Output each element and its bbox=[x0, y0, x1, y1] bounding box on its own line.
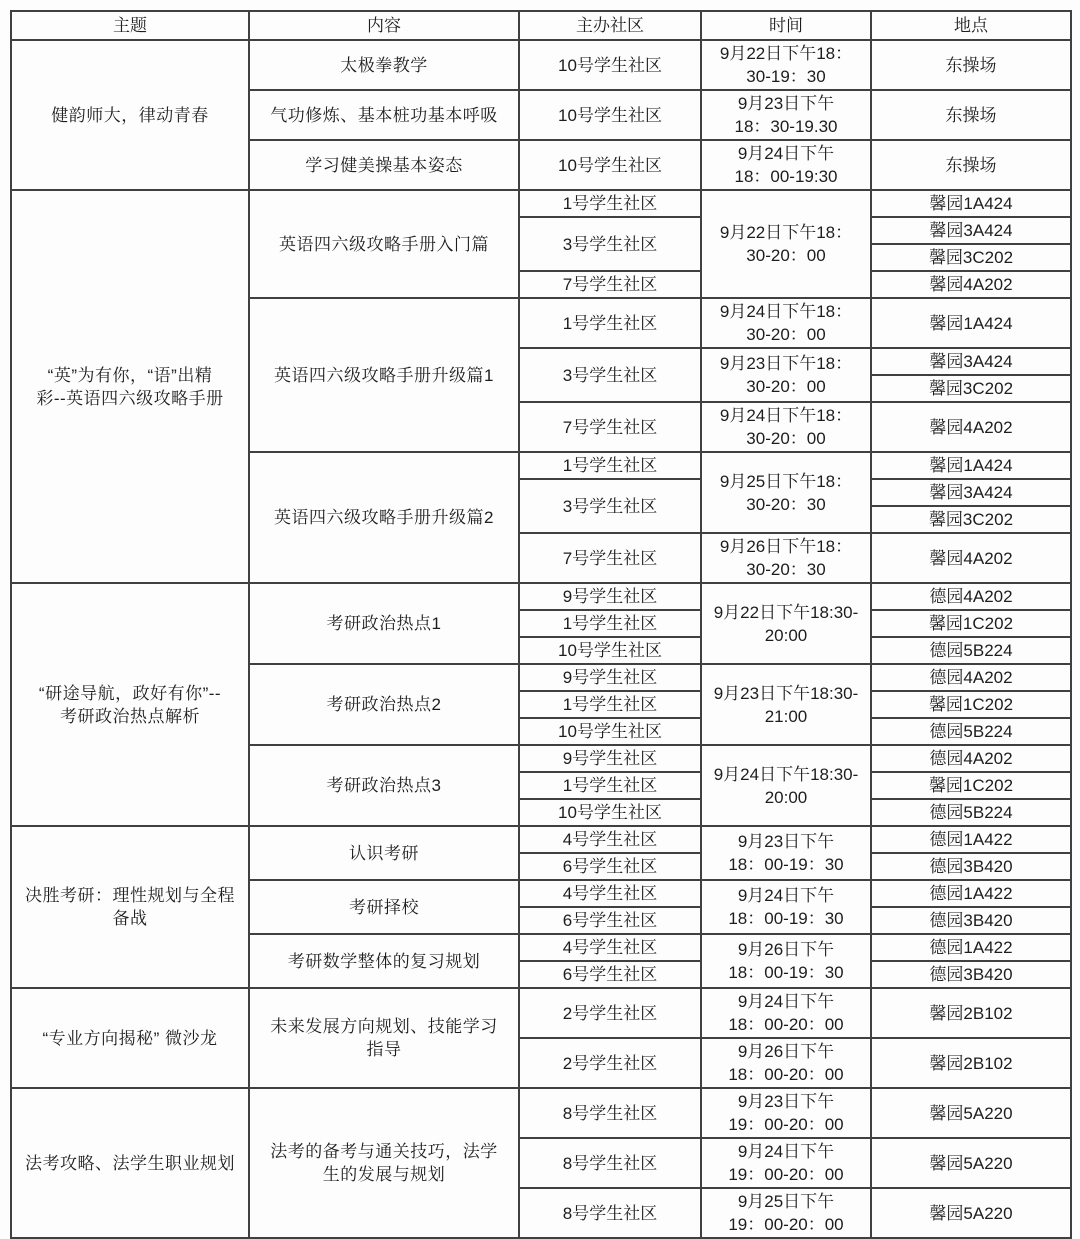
cell-community: 1号学生社区 bbox=[519, 298, 701, 348]
cell-location: 德园1A422 bbox=[871, 934, 1071, 961]
cell-community: 9号学生社区 bbox=[519, 745, 701, 772]
cell-community: 10号学生社区 bbox=[519, 718, 701, 745]
table-body bbox=[11, 40, 1071, 1238]
cell-time: 9月24日下午18:30- 20:00 bbox=[701, 745, 871, 826]
cell-community: 10号学生社区 bbox=[519, 40, 701, 90]
cell-content: 考研政治热点2 bbox=[249, 664, 519, 745]
table-row bbox=[11, 988, 1071, 1038]
cell-location: 馨园5A220 bbox=[871, 1188, 1071, 1238]
cell-time: 9月25日下午 19：00-20：00 bbox=[701, 1188, 871, 1238]
cell-community: 8号学生社区 bbox=[519, 1188, 701, 1238]
cell-location: 东操场 bbox=[871, 40, 1071, 90]
cell-time: 9月24日下午 18：00-20：00 bbox=[701, 988, 871, 1038]
cell-location: 馨园3C202 bbox=[871, 506, 1071, 533]
cell-time: 9月23日下午 18：00-19：30 bbox=[701, 826, 871, 880]
cell-location: 馨园4A202 bbox=[871, 271, 1071, 298]
cell-location: 德园1A422 bbox=[871, 826, 1071, 853]
cell-time: 9月24日下午 18：00-19：30 bbox=[701, 880, 871, 934]
header-cell: 内容 bbox=[249, 11, 519, 40]
cell-community: 10号学生社区 bbox=[519, 90, 701, 140]
cell-community: 6号学生社区 bbox=[519, 961, 701, 988]
cell-time: 9月22日下午18： 30-19：30 bbox=[701, 40, 871, 90]
cell-location: 德园4A202 bbox=[871, 664, 1071, 691]
header-row bbox=[11, 11, 1071, 40]
cell-time: 9月24日下午 19：00-20：00 bbox=[701, 1138, 871, 1188]
cell-location: 德园1A422 bbox=[871, 880, 1071, 907]
cell-community: 9号学生社区 bbox=[519, 664, 701, 691]
cell-content: 考研择校 bbox=[249, 880, 519, 934]
cell-community: 1号学生社区 bbox=[519, 452, 701, 479]
cell-content: 考研政治热点3 bbox=[249, 745, 519, 826]
header-cell: 时间 bbox=[701, 11, 871, 40]
cell-content: 考研数学整体的复习规划 bbox=[249, 934, 519, 988]
cell-time: 9月23日下午 19：00-20：00 bbox=[701, 1088, 871, 1138]
cell-location: 馨园5A220 bbox=[871, 1088, 1071, 1138]
cell-location: 馨园1A424 bbox=[871, 298, 1071, 348]
cell-location: 东操场 bbox=[871, 90, 1071, 140]
cell-theme: 决胜考研：理性规划与全程 备战 bbox=[11, 826, 249, 988]
cell-community: 1号学生社区 bbox=[519, 691, 701, 718]
cell-location: 馨园5A220 bbox=[871, 1138, 1071, 1188]
cell-location: 馨园4A202 bbox=[871, 402, 1071, 452]
cell-time: 9月24日下午18： 30-20：00 bbox=[701, 298, 871, 348]
table-row bbox=[11, 1088, 1071, 1138]
cell-location: 馨园1A424 bbox=[871, 452, 1071, 479]
cell-time: 9月26日下午18： 30-20：30 bbox=[701, 533, 871, 583]
cell-theme: “英”为有你，“语”出精 彩--英语四六级攻略手册 bbox=[11, 190, 249, 583]
schedule-table bbox=[10, 10, 1072, 1239]
cell-community: 1号学生社区 bbox=[519, 610, 701, 637]
cell-content: 英语四六级攻略手册升级篇1 bbox=[249, 298, 519, 452]
cell-location: 馨园1C202 bbox=[871, 691, 1071, 718]
cell-community: 6号学生社区 bbox=[519, 907, 701, 934]
cell-community: 3号学生社区 bbox=[519, 479, 701, 533]
cell-location: 馨园1A424 bbox=[871, 190, 1071, 217]
cell-content: 英语四六级攻略手册升级篇2 bbox=[249, 452, 519, 583]
cell-time: 9月23日下午18:30- 21:00 bbox=[701, 664, 871, 745]
cell-content: 英语四六级攻略手册入门篇 bbox=[249, 190, 519, 298]
cell-community: 2号学生社区 bbox=[519, 1038, 701, 1088]
cell-location: 德园5B224 bbox=[871, 718, 1071, 745]
table-header bbox=[11, 11, 1071, 40]
cell-time: 9月26日下午 18：00-20：00 bbox=[701, 1038, 871, 1088]
cell-time: 9月24日下午 18：00-19:30 bbox=[701, 140, 871, 190]
header-cell: 主办社区 bbox=[519, 11, 701, 40]
cell-time: 9月22日下午18： 30-20：00 bbox=[701, 190, 871, 298]
cell-community: 1号学生社区 bbox=[519, 190, 701, 217]
table-row bbox=[11, 826, 1071, 853]
cell-location: 馨园3C202 bbox=[871, 244, 1071, 271]
cell-community: 7号学生社区 bbox=[519, 402, 701, 452]
cell-community: 7号学生社区 bbox=[519, 271, 701, 298]
cell-time: 9月25日下午18： 30-20：30 bbox=[701, 452, 871, 533]
table-row bbox=[11, 40, 1071, 90]
cell-content: 太极拳教学 bbox=[249, 40, 519, 90]
cell-community: 9号学生社区 bbox=[519, 583, 701, 610]
cell-location: 馨园3C202 bbox=[871, 375, 1071, 402]
cell-community: 10号学生社区 bbox=[519, 140, 701, 190]
cell-community: 4号学生社区 bbox=[519, 880, 701, 907]
cell-time: 9月22日下午18:30- 20:00 bbox=[701, 583, 871, 664]
cell-location: 馨园3A424 bbox=[871, 479, 1071, 506]
cell-location: 馨园4A202 bbox=[871, 533, 1071, 583]
cell-location: 馨园1C202 bbox=[871, 610, 1071, 637]
cell-location: 馨园3A424 bbox=[871, 217, 1071, 244]
cell-theme: “研途导航，政好有你”-- 考研政治热点解析 bbox=[11, 583, 249, 826]
cell-time: 9月26日下午 18：00-19：30 bbox=[701, 934, 871, 988]
cell-community: 10号学生社区 bbox=[519, 637, 701, 664]
cell-location: 德园3B420 bbox=[871, 907, 1071, 934]
cell-location: 东操场 bbox=[871, 140, 1071, 190]
cell-location: 德园5B224 bbox=[871, 799, 1071, 826]
cell-location: 馨园3A424 bbox=[871, 348, 1071, 375]
cell-community: 6号学生社区 bbox=[519, 853, 701, 880]
cell-content: 气功修炼、基本桩功基本呼吸 bbox=[249, 90, 519, 140]
cell-time: 9月24日下午18： 30-20：00 bbox=[701, 402, 871, 452]
cell-community: 7号学生社区 bbox=[519, 533, 701, 583]
cell-community: 4号学生社区 bbox=[519, 934, 701, 961]
cell-location: 馨园1C202 bbox=[871, 772, 1071, 799]
cell-content: 学习健美操基本姿态 bbox=[249, 140, 519, 190]
cell-theme: “专业方向揭秘” 微沙龙 bbox=[11, 988, 249, 1088]
cell-location: 馨园2B102 bbox=[871, 1038, 1071, 1088]
table-row bbox=[11, 583, 1071, 610]
cell-community: 1号学生社区 bbox=[519, 772, 701, 799]
cell-community: 3号学生社区 bbox=[519, 348, 701, 402]
cell-community: 10号学生社区 bbox=[519, 799, 701, 826]
cell-content: 法考的备考与通关技巧，法学 生的发展与规划 bbox=[249, 1088, 519, 1238]
cell-location: 德园3B420 bbox=[871, 853, 1071, 880]
cell-theme: 法考攻略、法学生职业规划 bbox=[11, 1088, 249, 1238]
cell-community: 4号学生社区 bbox=[519, 826, 701, 853]
cell-location: 德园5B224 bbox=[871, 637, 1071, 664]
cell-location: 德园3B420 bbox=[871, 961, 1071, 988]
cell-location: 德园4A202 bbox=[871, 583, 1071, 610]
cell-theme: 健韵师大，律动青春 bbox=[11, 40, 249, 190]
cell-location: 德园4A202 bbox=[871, 745, 1071, 772]
cell-community: 2号学生社区 bbox=[519, 988, 701, 1038]
cell-content: 考研政治热点1 bbox=[249, 583, 519, 664]
table-row bbox=[11, 190, 1071, 217]
cell-time: 9月23日下午18： 30-20：00 bbox=[701, 348, 871, 402]
header-cell: 主题 bbox=[11, 11, 249, 40]
cell-location: 馨园2B102 bbox=[871, 988, 1071, 1038]
cell-community: 8号学生社区 bbox=[519, 1088, 701, 1138]
cell-content: 未来发展方向规划、技能学习 指导 bbox=[249, 988, 519, 1088]
cell-content: 认识考研 bbox=[249, 826, 519, 880]
cell-time: 9月23日下午 18：30-19.30 bbox=[701, 90, 871, 140]
cell-community: 3号学生社区 bbox=[519, 217, 701, 271]
header-cell: 地点 bbox=[871, 11, 1071, 40]
cell-community: 8号学生社区 bbox=[519, 1138, 701, 1188]
